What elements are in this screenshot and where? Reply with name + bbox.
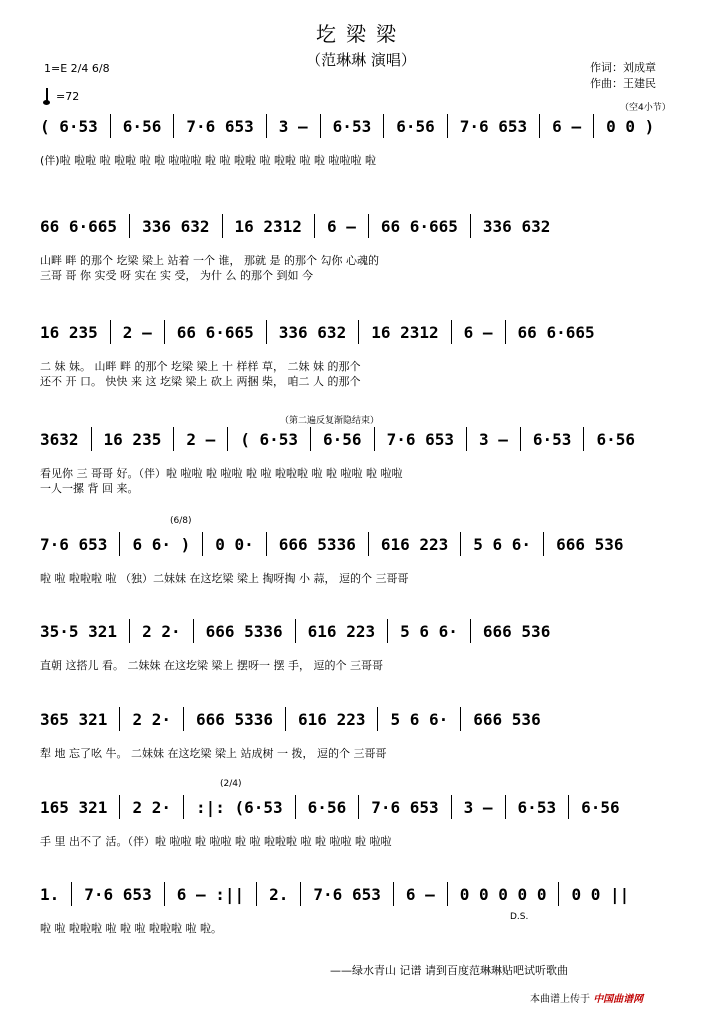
measure: 7·6 653 xyxy=(84,884,152,904)
upload-note xyxy=(530,990,643,1005)
measure: 666 536 xyxy=(473,709,541,729)
measure: 0 0 0 0 0 xyxy=(459,884,547,904)
bar-line xyxy=(470,214,471,238)
bar-line xyxy=(387,619,388,643)
bar-line xyxy=(320,114,321,138)
bar-line xyxy=(358,320,359,344)
score-row xyxy=(40,103,680,192)
measure: 6·56 xyxy=(323,429,362,449)
score-row xyxy=(40,318,680,398)
measure: 666 5336 xyxy=(205,621,283,641)
bar-line xyxy=(202,532,203,556)
measure: 666 5336 xyxy=(195,709,274,729)
measure: 5 6 6· xyxy=(390,709,449,729)
bar-line xyxy=(583,427,584,451)
notation-line xyxy=(40,617,680,645)
lyric-line: 犁 地 忘了吆 牛。 二妹妹 在这圪梁 梁上 站成树 一 拨， 逗的个 三哥哥 xyxy=(40,747,387,760)
measure: 6·53 xyxy=(332,116,372,136)
bar-line xyxy=(451,320,452,344)
bar-line xyxy=(71,882,72,906)
quarter-note-icon xyxy=(46,88,54,102)
measure: 3 — xyxy=(463,797,493,817)
lyric-line: 三哥 哥 你 实受 呀 实在 实 受， 为什 么 的那个 到如 今 xyxy=(40,269,313,282)
bar-line xyxy=(110,114,111,138)
measure: 2 2· xyxy=(142,621,181,641)
bar-line xyxy=(505,795,506,819)
bar-line xyxy=(368,532,369,556)
notation-line xyxy=(40,425,680,453)
bar-line xyxy=(183,795,184,819)
tempo-value: =72 xyxy=(56,90,80,103)
measure: 6·56 xyxy=(122,116,162,136)
measure: 365 321 xyxy=(40,709,108,729)
measure: 5 6 6· xyxy=(400,621,458,641)
lyricist: 作词：刘成章 xyxy=(590,61,656,74)
measure: ( 6·53 xyxy=(40,116,98,136)
measure: 616 223 xyxy=(380,534,449,554)
lyric-line: 啦 啦 啦啦啦 啦 啦 啦 啦啦啦 啦 啦。 xyxy=(40,922,222,935)
measure: 16 235 xyxy=(103,429,162,449)
measure: 66 6·665 xyxy=(517,322,595,342)
bar-line xyxy=(447,882,448,906)
score-row xyxy=(40,516,680,610)
measure: 6·53 xyxy=(532,429,572,449)
measure: 35·5 321 xyxy=(40,621,118,641)
lyric-line: 二 妹 妹。 山畔 畔 的那个 圪梁 梁上 十 样样 草， 二妹 妹 的那个 xyxy=(40,360,361,373)
measure: 6·56 xyxy=(396,116,435,136)
score-row xyxy=(40,617,680,697)
measure: 666 536 xyxy=(482,621,551,641)
measure: 7·6 653 xyxy=(40,534,108,554)
measure: 7·6 653 xyxy=(386,429,454,449)
measure: 16 235 xyxy=(40,322,98,342)
bar-line xyxy=(266,320,267,344)
bar-line xyxy=(91,427,92,451)
bar-line xyxy=(193,619,194,643)
measure: 3632 xyxy=(40,429,79,449)
notation-line xyxy=(40,705,680,733)
measure: 165 321 xyxy=(40,797,108,817)
composer: 作曲：王建民 xyxy=(590,77,656,90)
bar-line xyxy=(110,320,111,344)
bar-line xyxy=(119,532,120,556)
measure: 7·6 653 xyxy=(371,797,439,817)
bar-line xyxy=(505,320,506,344)
annotation: D.S. xyxy=(510,912,529,922)
bar-line xyxy=(368,214,369,238)
measure: 6 — xyxy=(463,322,493,342)
measure: 6 6· ) xyxy=(132,534,191,554)
measure: 336 632 xyxy=(278,322,347,342)
score-row xyxy=(40,705,680,785)
annotation: (6/8) xyxy=(170,516,192,526)
measure: 66 6·665 xyxy=(176,322,254,342)
bar-line xyxy=(543,532,544,556)
bar-line xyxy=(451,795,452,819)
annotation: （空4小节） xyxy=(620,103,671,113)
bar-line xyxy=(460,707,461,731)
bar-line xyxy=(173,114,174,138)
measure: 6 — xyxy=(405,884,435,904)
measure: 6 — xyxy=(326,216,356,236)
bar-line xyxy=(285,707,286,731)
bar-line xyxy=(314,214,315,238)
bar-line xyxy=(119,795,120,819)
upload-text: 本曲谱上传于 xyxy=(530,994,590,1005)
lyric-line: (伴)啦 啦啦 啦 啦啦 啦 啦 啦啦啦 啦 啦 啦啦 啦 啦啦 啦 啦 啦啦啦 啦 xyxy=(40,154,377,167)
key-signature: 1=E 2/4 6/8 xyxy=(44,62,110,75)
bar-line xyxy=(266,532,267,556)
bar-line xyxy=(393,882,394,906)
measure: :|: (6·53 xyxy=(195,797,283,817)
bar-line xyxy=(558,882,559,906)
notation-line xyxy=(40,530,680,558)
measure: 66 6·665 xyxy=(380,216,458,236)
lyric-line: 山畔 畔 的那个 圪梁 梁上 站着 一个 谁， 那就 是 的那个 勾你 心魂的 xyxy=(40,254,379,267)
bar-line xyxy=(470,619,471,643)
bar-line xyxy=(377,707,378,731)
score-row xyxy=(40,779,680,873)
measure: 3 — xyxy=(479,429,508,449)
bar-line xyxy=(447,114,448,138)
measure: 2. xyxy=(269,884,289,904)
notation-line xyxy=(40,112,680,140)
bar-line xyxy=(222,214,223,238)
bar-line xyxy=(295,619,296,643)
annotation: (2/4) xyxy=(220,779,242,789)
measure: 616 223 xyxy=(298,709,366,729)
bar-line xyxy=(310,427,311,451)
notation-line xyxy=(40,793,680,821)
measure: 66 6·665 xyxy=(40,216,118,236)
notation-line xyxy=(40,212,680,240)
measure: 2 — xyxy=(122,322,152,342)
measure: 7·6 653 xyxy=(186,116,254,136)
lyric-line: 啦 啦 啦啦啦 啦 （独）二妹妹 在这圪梁 梁上 掏呀掏 小 蒜， 逗的个 三哥哥 xyxy=(40,572,409,585)
measure: 3 — xyxy=(278,116,308,136)
song-title: 圪梁梁 xyxy=(316,22,406,46)
bar-line xyxy=(539,114,540,138)
bar-line xyxy=(300,882,301,906)
lyric-line: 手 里 出不了 活。（伴）啦 啦啦 啦 啦啦 啦 啦 啦啦啦 啦 啦 啦啦 啦 啦啦 xyxy=(40,835,392,848)
bar-line xyxy=(129,214,130,238)
annotation: （第二遍反复渐隐结束） xyxy=(280,416,380,426)
tempo-marking xyxy=(46,88,79,103)
measure: 1. xyxy=(40,884,60,904)
measure: 6 — xyxy=(552,116,582,136)
bar-line xyxy=(164,320,165,344)
measure: 6·56 xyxy=(307,797,347,817)
measure: 2 2· xyxy=(132,709,171,729)
notation-line xyxy=(40,880,680,908)
measure: 0 0· xyxy=(215,534,254,554)
bar-line xyxy=(129,619,130,643)
measure: 7·6 653 xyxy=(459,116,528,136)
song-subtitle: （范琳琳 演唱） xyxy=(306,51,416,69)
measure: 5 6 6· xyxy=(473,534,532,554)
measure: 6 — :|| xyxy=(176,884,245,904)
bar-line xyxy=(568,795,569,819)
bar-line xyxy=(466,427,467,451)
measure: 336 632 xyxy=(142,216,210,236)
score-row xyxy=(40,880,680,960)
measure: 16 2312 xyxy=(234,216,302,236)
measure: 2 — xyxy=(186,429,216,449)
measure: 336 632 xyxy=(482,216,551,236)
bar-line xyxy=(520,427,521,451)
measure: ( 6·53 xyxy=(240,429,299,449)
bar-line xyxy=(593,114,594,138)
bar-line xyxy=(183,707,184,731)
lyric-line: 还不 开 口。 快快 来 这 圪梁 梁上 砍上 两捆 柴， 咱二 人 的那个 xyxy=(40,375,361,388)
measure: 0 0 || xyxy=(571,884,630,904)
measure: 616 223 xyxy=(307,621,376,641)
measure: 2 2· xyxy=(132,797,171,817)
bar-line xyxy=(460,532,461,556)
bar-line xyxy=(266,114,267,138)
score-row xyxy=(40,212,680,292)
bar-line xyxy=(227,427,228,451)
measure: 666 5336 xyxy=(278,534,356,554)
bar-line xyxy=(374,427,375,451)
measure: 16 2312 xyxy=(371,322,439,342)
measure: 6·56 xyxy=(596,429,635,449)
bar-line xyxy=(119,707,120,731)
site-logo: 中国曲谱网 xyxy=(593,994,644,1005)
measure: 666 536 xyxy=(556,534,624,554)
measure: 6·56 xyxy=(581,797,620,817)
bar-line xyxy=(164,882,165,906)
measure: 0 0 ) xyxy=(606,116,655,136)
bar-line xyxy=(256,882,257,906)
bar-line xyxy=(358,795,359,819)
credits xyxy=(590,60,656,92)
bar-line xyxy=(383,114,384,138)
footer-credit: ——绿水青山 记谱 请到百度范琳琳贴吧试听歌曲 xyxy=(330,964,568,977)
notation-line xyxy=(40,318,680,346)
lyric-line: 一人一摞 背 回 来。 xyxy=(40,482,139,495)
score-row xyxy=(40,416,680,505)
lyric-line: 看见你 三 哥哥 好。（伴）啦 啦啦 啦 啦啦 啦 啦 啦啦啦 啦 啦 啦啦 啦 啦啦 xyxy=(40,467,403,480)
measure: 6·53 xyxy=(517,797,557,817)
lyric-line: 直朝 这搭儿 看。 二妹妹 在这圪梁 梁上 摆呀一 摆 手， 逗的个 三哥哥 xyxy=(40,659,383,672)
bar-line xyxy=(295,795,296,819)
bar-line xyxy=(173,427,174,451)
measure: 7·6 653 xyxy=(313,884,381,904)
